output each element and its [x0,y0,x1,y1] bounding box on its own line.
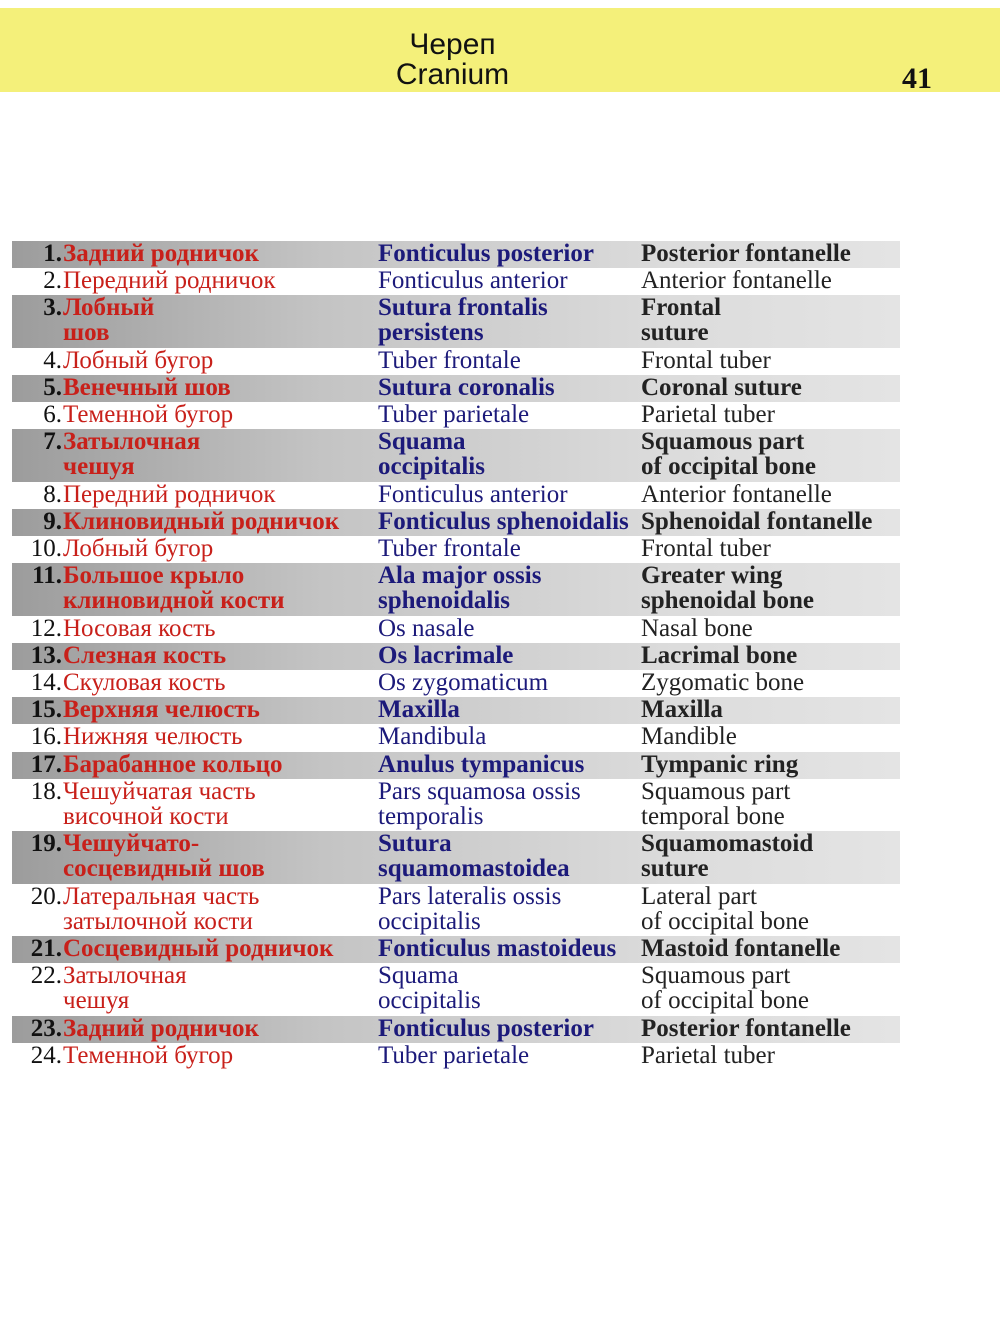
term-english: Posterior fontanelle [641,240,851,267]
term-english: Squamous part of occipital bone [641,428,816,481]
term-english: Anterior fontanelle [641,480,832,508]
term-english: Parietal tuber [641,1041,775,1069]
term-english: Lacrimal bone [641,641,798,669]
table-row [12,536,900,563]
term-english: Nasal bone [641,614,753,642]
page-header [0,8,1000,95]
term-russian: Затылочная чешуя [63,428,201,481]
table-row [12,509,900,536]
term-english: Anterior fontanelle [641,267,832,295]
terms-table [12,241,900,1070]
table-row [12,616,900,643]
row-number: 7. [43,428,62,456]
row-number: 23. [30,1014,62,1042]
term-russian: Нижняя челюсть [63,723,243,751]
term-english: Mastoid fontanelle [641,934,841,962]
table-row [12,1016,900,1043]
term-russian: Теменной бугор [63,401,234,429]
row-number: 5. [43,373,62,401]
table-row [12,563,900,615]
term-russian: Теменной бугор [63,1041,234,1069]
row-number: 10. [30,535,62,563]
term-english: Frontal tuber [641,535,771,563]
term-english: Sphenoidal fontanelle [641,507,873,535]
row-number: 19. [30,830,62,858]
term-latin: Fonticulus posterior [378,240,594,267]
table-row [12,831,900,883]
row-number: 13. [30,641,62,669]
term-latin: Os lacrimale [378,641,514,669]
row-number: 20. [30,882,62,910]
table-row [12,1043,900,1070]
term-russian: Лобный бугор [63,535,214,563]
row-number: 8. [43,480,62,508]
row-number: 1. [43,240,62,267]
term-english: Squamous part temporal bone [641,777,791,830]
term-english: Mandible [641,723,737,751]
term-russian: Слезная кость [63,641,227,669]
table-row [12,375,900,402]
term-latin: Ala major ossis sphenoidalis [378,562,542,615]
row-number: 17. [30,750,62,778]
table-row [12,429,900,481]
table-row [12,752,900,779]
row-number: 12. [30,614,62,642]
table-row [12,724,900,751]
term-english: Zygomatic bone [641,669,805,697]
term-english: Maxilla [641,696,723,724]
term-latin: Fonticulus anterior [378,267,568,295]
term-russian: Затылочная чешуя [63,962,187,1015]
page-number: 41 [902,62,932,95]
term-latin: Os nasale [378,614,475,642]
term-latin: Pars squamosa ossis temporalis [378,777,581,830]
term-russian: Клиновидный родничок [63,507,340,535]
term-latin: Fonticulus posterior [378,1014,594,1042]
table-row [12,241,900,268]
term-latin: Tuber parietale [378,1041,530,1069]
term-latin: Anulus tympanicus [378,750,585,778]
term-english: Lateral part of occipital bone [641,882,809,935]
term-latin: Mandibula [378,723,487,751]
table-row [12,779,900,831]
row-number: 24. [30,1041,62,1069]
title-latin: Cranium [395,58,510,91]
term-latin: Sutura coronalis [378,373,555,401]
table-row [12,884,900,936]
term-latin: Maxilla [378,696,460,724]
term-english: Tympanic ring [641,750,799,778]
table-row [12,697,900,724]
row-number: 4. [43,346,62,374]
row-number: 6. [43,401,62,429]
term-english: Frontal tuber [641,346,771,374]
term-russian: Носовая кость [63,614,216,642]
term-latin: Os zygomaticum [378,669,549,697]
row-number: 9. [43,507,62,535]
row-number: 21. [30,934,62,962]
term-latin: Fonticulus mastoideus [378,934,617,962]
term-russian: Задний родничок [63,1014,259,1042]
term-russian: Чешуйчато- сосцевидный шов [63,830,265,883]
term-russian: Лобный бугор [63,346,214,374]
table-row [12,402,900,429]
table-row [12,348,900,375]
term-russian: Большое крыло клиновидной кости [63,562,285,615]
row-number: 3. [43,294,62,322]
term-russian: Латеральная часть затылочной кости [63,882,260,935]
table-row [12,643,900,670]
term-russian: Лобный шов [63,294,155,347]
term-russian: Передний родничок [63,267,276,295]
table-row [12,268,900,295]
term-russian: Чешуйчатая часть височной кости [63,777,256,830]
term-latin: Squama occipitalis [378,962,481,1015]
table-row [12,936,900,963]
row-number: 11. [32,562,62,590]
term-english: Parietal tuber [641,401,775,429]
row-number: 15. [30,696,62,724]
term-russian: Задний родничок [63,240,259,267]
row-number: 18. [30,777,62,805]
title-russian: Череп [409,28,496,61]
row-number: 16. [30,723,62,751]
table-row [12,295,900,347]
term-english: Frontal suture [641,294,722,347]
term-latin: Tuber frontale [378,346,521,374]
term-latin: Pars lateralis ossis occipitalis [378,882,562,935]
table-row [12,963,900,1015]
term-russian: Передний родничок [63,480,276,508]
term-russian: Сосцевидный родничок [63,934,334,962]
term-latin: Squama occipitalis [378,428,485,481]
term-latin: Tuber frontale [378,535,521,563]
term-latin: Fonticulus sphenoidalis [378,507,629,535]
term-english: Greater wing sphenoidal bone [641,562,814,615]
term-latin: Sutura squamomastoidea [378,830,570,883]
term-russian: Скуловая кость [63,669,226,697]
term-russian: Верхняя челюсть [63,696,260,724]
term-english: Coronal suture [641,373,802,401]
row-number: 2. [43,267,62,295]
row-number: 14. [30,669,62,697]
term-latin: Fonticulus anterior [378,480,568,508]
row-number: 22. [30,962,62,990]
term-latin: Tuber parietale [378,401,530,429]
term-russian: Барабанное кольцо [63,750,283,778]
table-row [12,482,900,509]
table-row [12,670,900,697]
term-latin: Sutura frontalis persistens [378,294,548,347]
term-english: Squamomastoid suture [641,830,814,883]
term-russian: Венечный шов [63,373,231,401]
term-english: Posterior fontanelle [641,1014,851,1042]
term-english: Squamous part of occipital bone [641,962,809,1015]
